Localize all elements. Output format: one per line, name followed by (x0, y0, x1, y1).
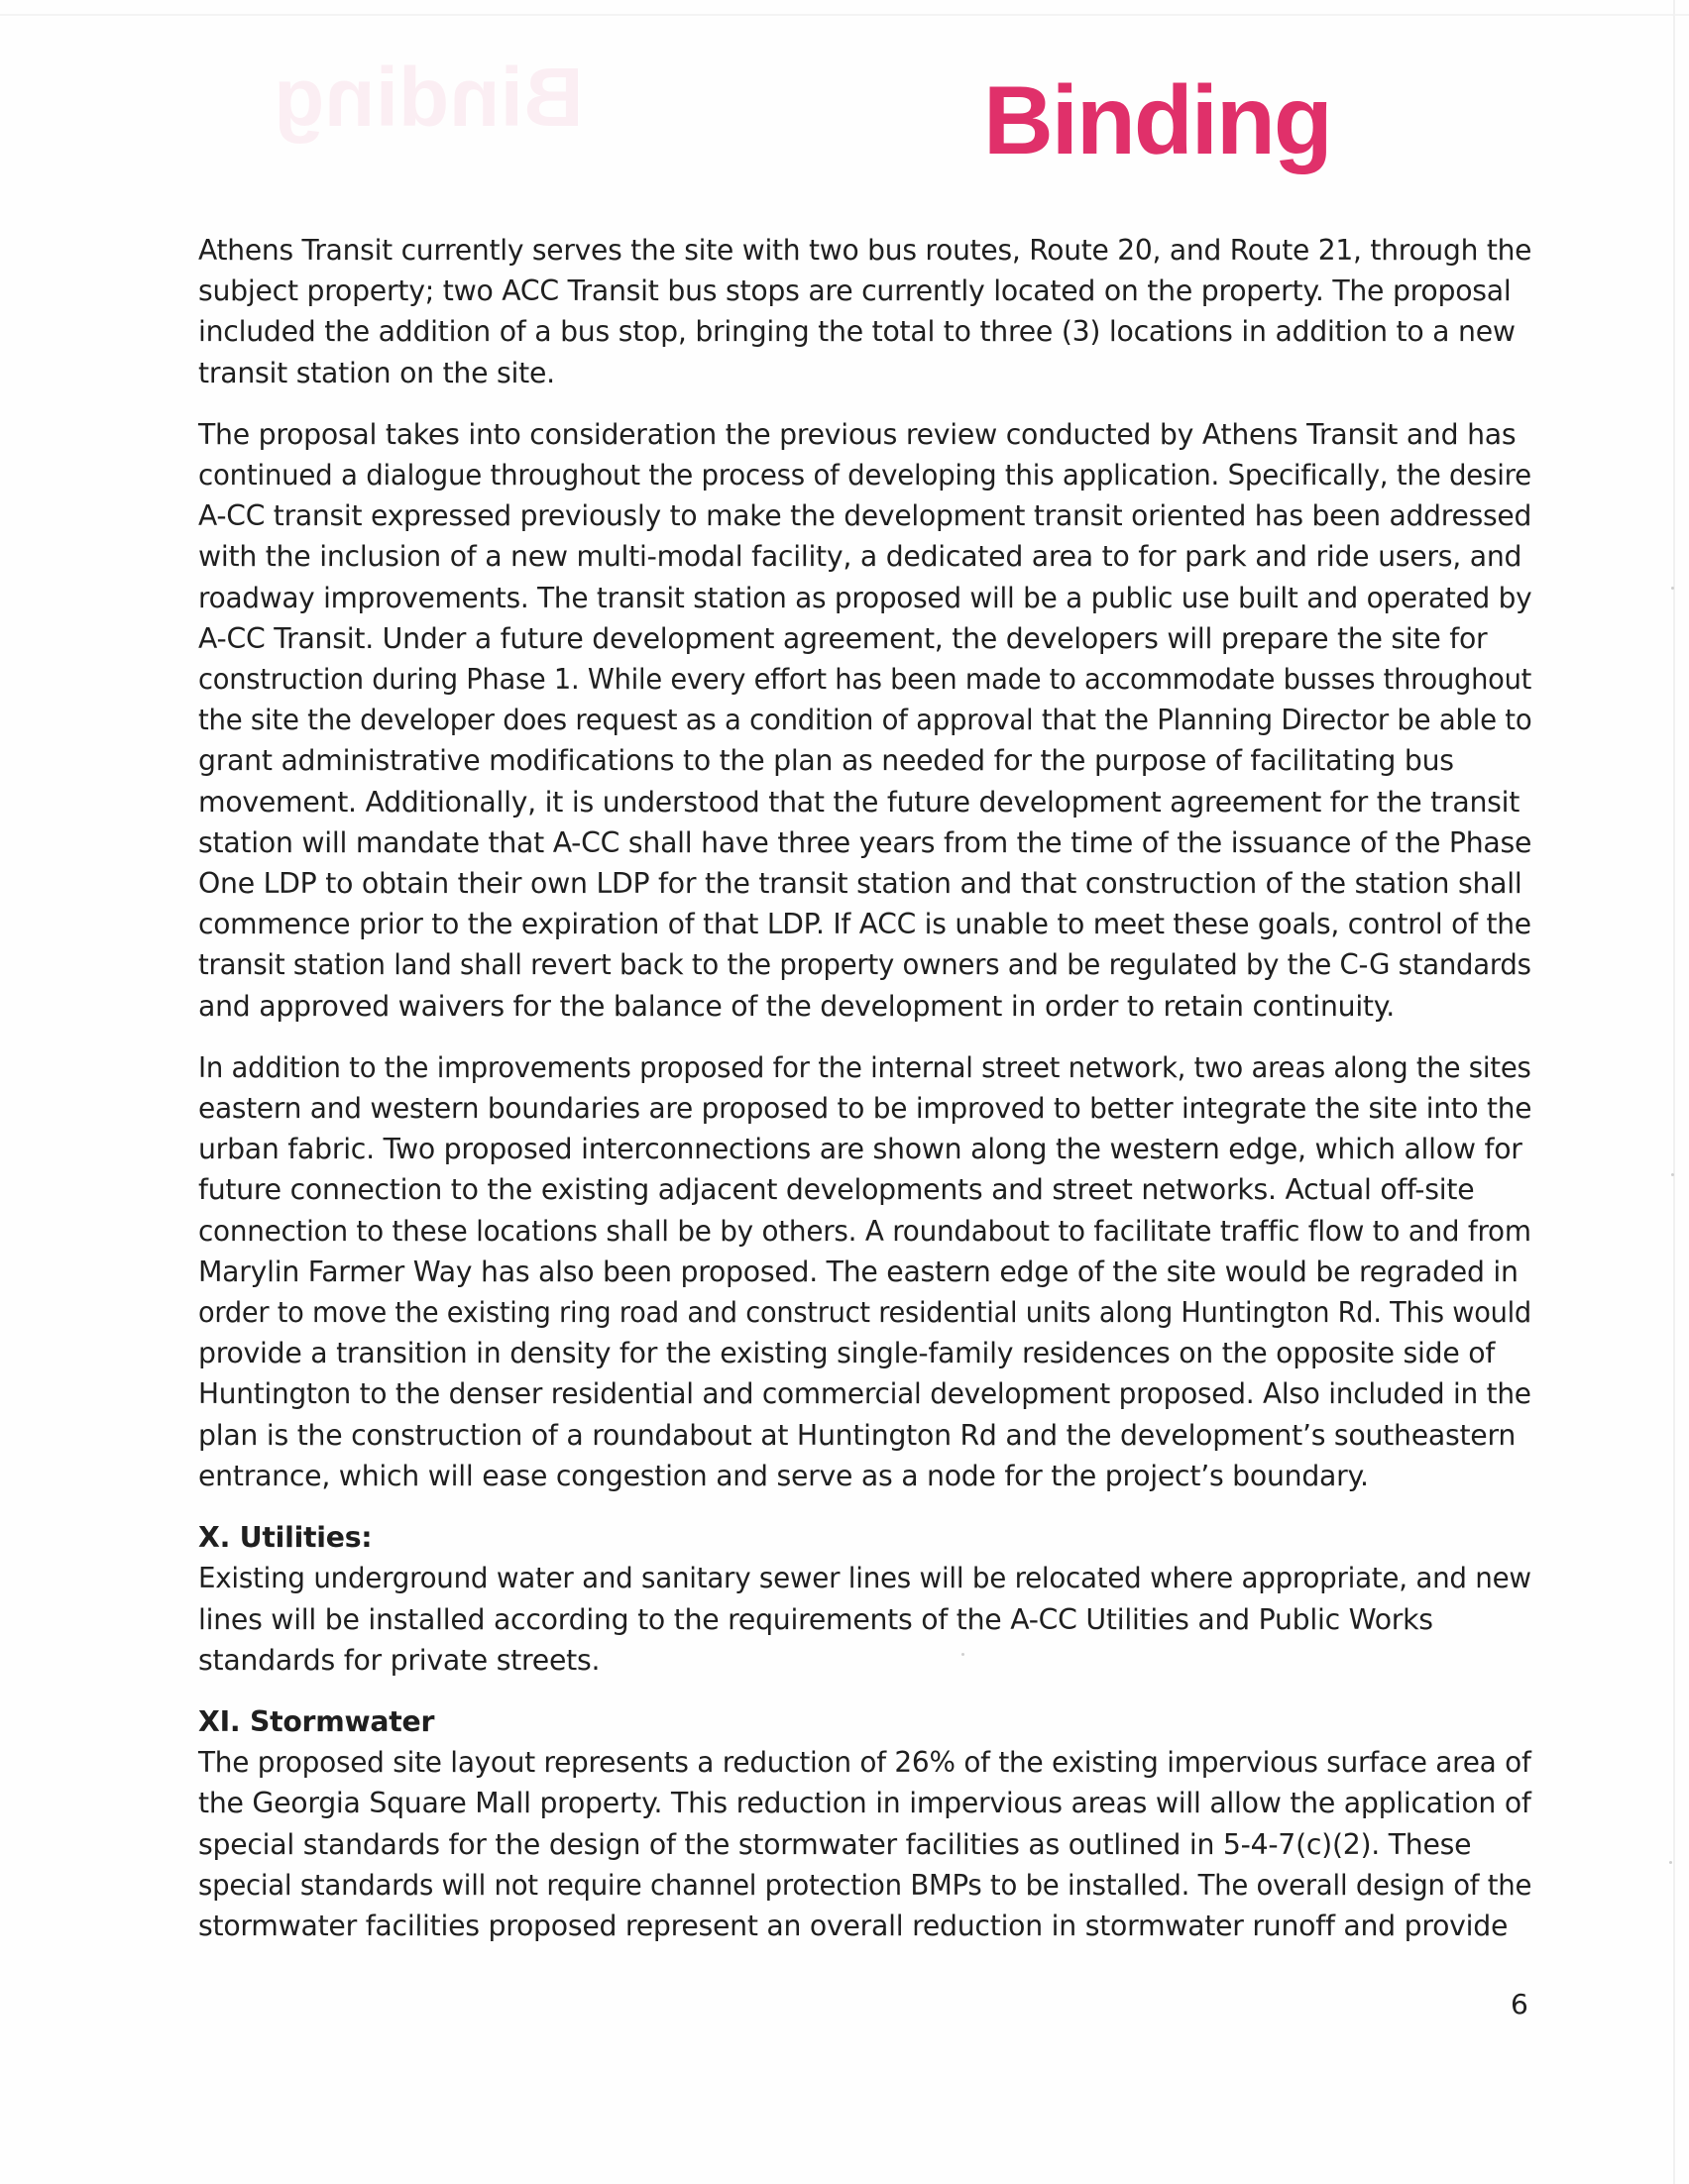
text-line: stormwater facilities proposed represent an overall reduction in stormwater runoff and provide (198, 1909, 1509, 1942)
text-line: movement. Additionally, it is understood that the future development agreement for the transit (198, 785, 1520, 819)
text-line: and approved waivers for the balance of the development in order to retain continuity. (198, 989, 1395, 1023)
text-line: A-CC Transit. Under a future development agreement, the developers will prepare the site for (198, 621, 1488, 655)
text-line: station will mandate that A-CC shall have three years from the time of the issuance of the Phase (198, 825, 1532, 859)
text-line: the site the developer does request as a condition of approval that the Planning Director be able to (198, 704, 1532, 737)
text-line: standards for private streets. (198, 1643, 601, 1677)
text-line: roadway improvements. The transit station as proposed will be a public use built and operated by (198, 581, 1532, 614)
text-line: eastern and western boundaries are proposed to be improved to better integrate the site into the (198, 1092, 1532, 1126)
text-line: order to move the existing ring road and construct residential units along Huntington Rd. This would (198, 1296, 1531, 1330)
text-line: In addition to the improvements proposed for the internal street network, two areas along the sites (198, 1050, 1531, 1084)
section-utilities (198, 1517, 1531, 1681)
section-heading-utilities: X. Utilities: (198, 1521, 373, 1555)
text-line: grant administrative modifications to the plan as needed for the purpose of facilitating bus (198, 744, 1454, 778)
text-line: construction during Phase 1. While every effort has been made to accommodate busses throughout (198, 663, 1532, 697)
text-line: urban fabric. Two proposed interconnections are shown along the western edge, which allow for (198, 1133, 1522, 1166)
scan-edge-top (0, 14, 1689, 16)
text-line: commence prior to the expiration of that LDP. If ACC is unable to meet these goals, control of the (198, 908, 1531, 941)
text-line: One LDP to obtain their own LDP for the transit station and that construction of the station shall (198, 867, 1522, 901)
text-line: A-CC transit expressed previously to make the development transit oriented has been addressed (198, 499, 1532, 533)
text-line: transit station on the site. (198, 356, 555, 389)
text-line: provide a transition in density for the existing single-family residences on the opposite side of (198, 1337, 1496, 1370)
document-body (198, 230, 1531, 1967)
text-line: transit station land shall revert back to the property owners and be regulated by the C-G standards (198, 948, 1531, 982)
bleed-through-stamp: Binding (274, 51, 584, 144)
scan-speck (961, 1653, 964, 1656)
paragraph-stormwater (198, 1742, 1531, 1946)
text-line: Huntington to the denser residential and commercial development proposed. Also included in the (198, 1377, 1531, 1411)
paragraph-utilities (198, 1558, 1531, 1681)
section-heading-stormwater: XI. Stormwater (198, 1704, 435, 1738)
scan-speck (1671, 1173, 1674, 1176)
paragraph-transit-routes (198, 230, 1531, 393)
paragraph-transit-station (198, 414, 1531, 1027)
text-line: the Georgia Square Mall property. This reduction in impervious areas will allow the application of (198, 1787, 1531, 1820)
section-stormwater (198, 1701, 1531, 1946)
text-line: The proposed site layout represents a reduction of 26% of the existing impervious surface area of (198, 1746, 1531, 1780)
paragraph-street-network (198, 1047, 1531, 1496)
text-line: Marylin Farmer Way has also been proposed. The eastern edge of the site would be regraded in (198, 1255, 1519, 1288)
scan-edge-right (1673, 0, 1675, 2184)
text-line: with the inclusion of a new multi-modal facility, a dedicated area to for park and ride users, and (198, 540, 1522, 574)
text-line: subject property; two ACC Transit bus stops are currently located on the property. The proposal (198, 274, 1512, 308)
text-line: Existing underground water and sanitary sewer lines will be relocated where appropriate, and new (198, 1562, 1531, 1595)
text-line: The proposal takes into consideration the previous review conducted by Athens Transit and has (198, 417, 1517, 451)
text-line: lines will be installed according to the requirements of the A-CC Utilities and Public Works (198, 1602, 1433, 1636)
text-line: special standards for the design of the stormwater facilities as outlined in 5-4-7(c)(2). These (198, 1827, 1472, 1861)
text-line: connection to these locations shall be by others. A roundabout to facilitate traffic flow to and from (198, 1214, 1531, 1248)
text-line: Athens Transit currently serves the site with two bus routes, Route 20, and Route 21, through the (198, 234, 1532, 267)
text-line: continued a dialogue throughout the process of developing this application. Specifically, the desire (198, 459, 1531, 492)
text-line: entrance, which will ease congestion and serve as a node for the project’s boundary. (198, 1459, 1369, 1492)
text-line: future connection to the existing adjacent developments and street networks. Actual off-site (198, 1173, 1475, 1207)
text-line: included the addition of a bus stop, bringing the total to three (3) locations in addition to a new (198, 315, 1516, 349)
text-line: special standards will not require channel protection BMPs to be installed. The overall design of the (198, 1868, 1532, 1902)
binding-stamp: Binding (983, 65, 1331, 174)
text-line: plan is the construction of a roundabout at Huntington Rd and the development’s southeastern (198, 1418, 1517, 1452)
scan-speck (1671, 587, 1674, 590)
scan-speck (1669, 1861, 1672, 1864)
page-number: 6 (1511, 1988, 1528, 2020)
